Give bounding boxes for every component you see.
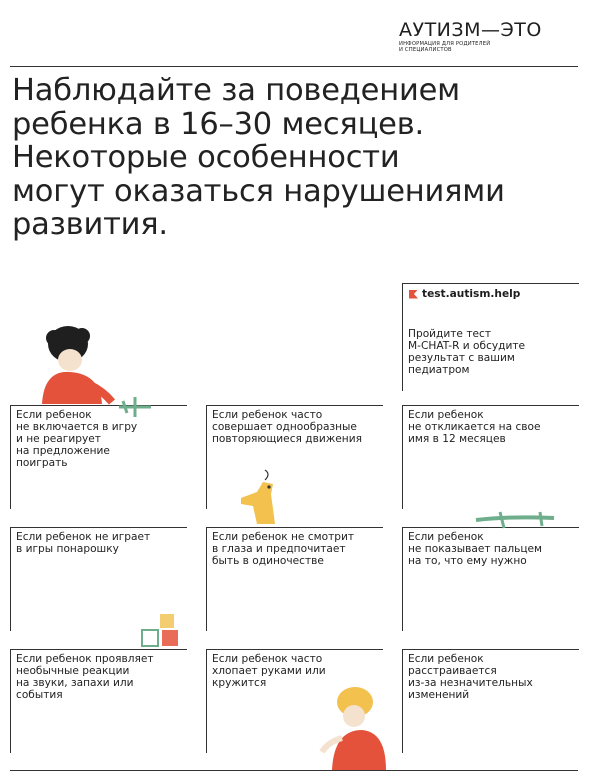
bottom-divider — [10, 770, 578, 771]
sign-card-line: необычные реакции — [16, 665, 130, 677]
headline-line: ребенка в 16–30 месяцев. — [12, 106, 424, 142]
test-card-text — [403, 300, 579, 376]
sign-card-line: хлопает руками или — [212, 665, 326, 677]
sign-card-text — [11, 650, 187, 701]
logo-subtitle-line-1: ИНФОРМАЦИЯ ДЛЯ РОДИТЕЛЕЙ — [399, 41, 491, 47]
sign-card-line: изменений — [408, 689, 470, 701]
headline-line: могут оказаться нарушениями — [12, 173, 505, 209]
sign-card-line: Если ребенок проявляет — [16, 653, 154, 665]
test-card-line: педиатром — [408, 364, 470, 376]
top-divider — [10, 66, 578, 67]
test-card-line: M-CHAT-R и обсудите — [408, 340, 526, 352]
sign-card-line: на звуки, запахи или — [16, 677, 134, 689]
sign-card-text — [403, 528, 579, 567]
sign-card — [402, 527, 579, 631]
headline-line: Наблюдайте за поведением — [12, 73, 460, 108]
sign-card-line: Если ребенок — [408, 653, 484, 665]
sign-card-line: совершает однообразные — [212, 421, 357, 433]
sign-card-line: Если ребенок — [408, 531, 484, 543]
sign-card-line: и не реагирует — [16, 433, 101, 445]
test-card — [402, 283, 579, 391]
toy-plane-illustration — [470, 508, 560, 532]
sign-card-line: события — [16, 689, 63, 701]
sign-card-line: повторяющиеся движения — [212, 433, 362, 445]
sign-card-line: расстраивается — [408, 665, 497, 677]
test-card-line: результат с вашим — [408, 352, 515, 364]
sign-card-line: не показывает пальцем — [408, 543, 543, 555]
sign-card-line: из-за незначительных — [408, 677, 533, 689]
logo-title: АУТИЗМ—ЭТО — [399, 19, 542, 41]
test-card-line: Пройдите тест — [408, 328, 492, 340]
sign-card-line: имя в 12 месяцев — [408, 433, 506, 445]
sign-card-line: на предложение — [16, 445, 110, 457]
toy-plane-illustration — [115, 395, 155, 419]
giraffe-toy-illustration — [235, 468, 285, 528]
logo-subtitle-line-2: И СПЕЦИАЛИСТОВ — [399, 47, 452, 53]
sign-card-text — [207, 406, 383, 445]
sign-card — [10, 649, 187, 753]
headline-line: Некоторые особенности — [12, 140, 400, 175]
sign-card-line: в игры понарошку — [16, 543, 119, 555]
sign-card-text — [207, 650, 383, 689]
sign-card — [402, 405, 579, 509]
sign-card-line: не откликается на свое — [408, 421, 541, 433]
sign-card-line: Если ребенок не играет — [16, 531, 151, 543]
sign-card-line: Если ребенок часто — [212, 653, 323, 665]
sign-card-text — [403, 406, 579, 445]
toy-blocks-illustration — [140, 612, 182, 652]
sign-card-line: не включается в игру — [16, 421, 138, 433]
sign-card-line: на то, что ему нужно — [408, 555, 527, 567]
sign-card-text — [11, 528, 187, 555]
logo-subtitle — [399, 41, 509, 53]
sign-card-line: кружится — [212, 677, 267, 689]
sign-card-line: Если ребенок — [16, 409, 92, 421]
sign-card-line: Если ребенок — [408, 409, 484, 421]
logo — [399, 19, 579, 53]
sign-card-text — [403, 650, 579, 701]
test-link[interactable] — [403, 284, 579, 300]
test-link-text[interactable]: test.autism.help — [422, 288, 521, 300]
sign-card-line: быть в одиночестве — [212, 555, 324, 567]
sign-card-text — [11, 406, 187, 469]
sign-card-line: Если ребенок часто — [212, 409, 323, 421]
sign-card — [10, 405, 187, 509]
sign-card-text — [207, 528, 383, 567]
sign-card-line: Если ребенок не смотрит — [212, 531, 355, 543]
sign-card — [206, 405, 383, 509]
page-title — [12, 74, 587, 242]
sign-card-line: в глаза и предпочитает — [212, 543, 346, 555]
child-clapping-illustration — [310, 686, 395, 771]
sign-card — [402, 649, 579, 753]
sign-card-line: поиграть — [16, 457, 68, 469]
flag-icon — [409, 290, 418, 299]
headline-line: развития. — [12, 207, 168, 242]
sign-card — [206, 527, 383, 631]
